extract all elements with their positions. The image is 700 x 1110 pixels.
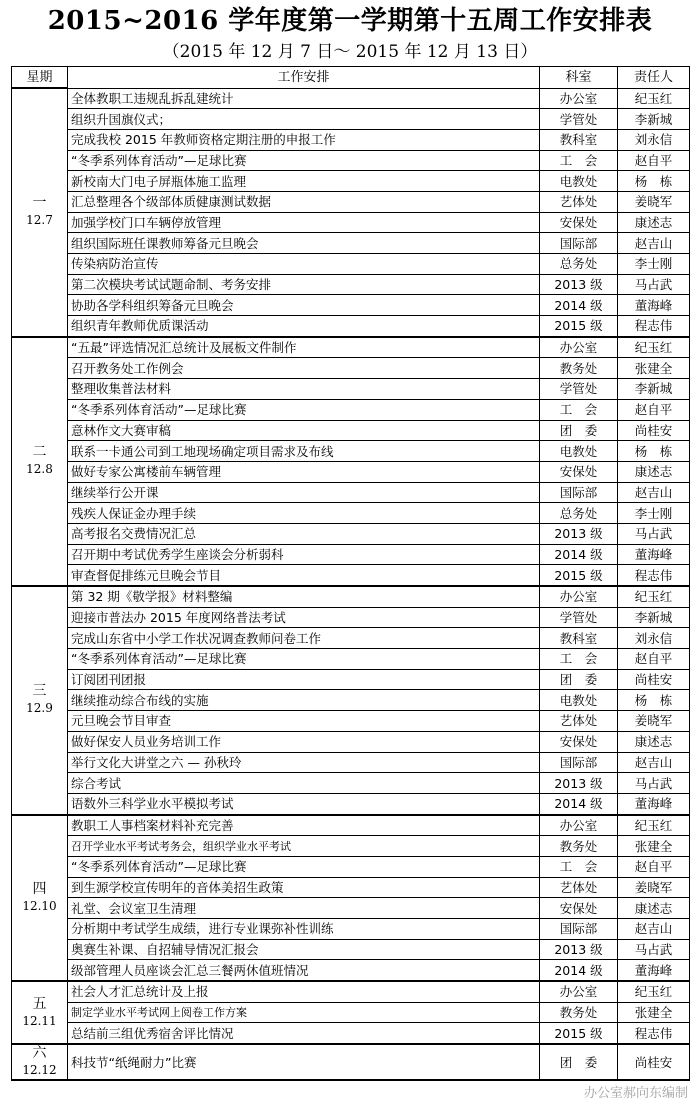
header-day: 星期 [12, 67, 68, 89]
person-cell: 刘永信 [618, 628, 690, 649]
table-row [12, 960, 690, 981]
table-row [12, 150, 690, 171]
person-cell: 李士刚 [618, 503, 690, 524]
task-cell: 全体教职工违规乱拆乱建统计 [68, 88, 540, 109]
task-cell: “冬季系列体育活动”—足球比赛 [68, 649, 540, 670]
person-cell: 董海峰 [618, 960, 690, 981]
task-cell: “冬季系列体育活动”—足球比赛 [68, 856, 540, 877]
person-cell: 姜晓军 [618, 191, 690, 212]
page-title: 2015~2016 学年度第一学期第十五周工作安排表 [47, 6, 653, 36]
dept-cell: 2014 级 [540, 793, 618, 814]
table-row [12, 420, 690, 441]
table-row [12, 191, 690, 212]
person-cell: 尚桂安 [618, 420, 690, 441]
person-cell: 董海峰 [618, 544, 690, 565]
task-cell: 召开期中考试优秀学生座谈会分析弱科 [68, 544, 540, 565]
schedule-table [11, 66, 690, 1081]
header-task: 工作安排 [68, 67, 540, 89]
person-cell: 姜晓军 [618, 877, 690, 898]
task-cell: 组织升国旗仪式； [68, 109, 540, 130]
table-row [12, 565, 690, 586]
date-label: 12.8 [26, 462, 53, 477]
person-cell: 赵吉山 [618, 482, 690, 503]
task-cell: 汇总整理各个级部体质健康测试数据 [68, 191, 540, 212]
day-cell [12, 815, 68, 982]
task-cell: 意林作文大赛审稿 [68, 420, 540, 441]
table-row [12, 109, 690, 130]
task-cell: 科技节“纸绳耐力”比赛 [68, 1044, 540, 1080]
task-cell: 综合考试 [68, 773, 540, 794]
task-cell: 社会人才汇总统计及上报 [68, 981, 540, 1002]
dept-cell: 国际部 [540, 482, 618, 503]
task-cell: 传染病防治宣传 [68, 254, 540, 275]
person-cell: 杨 栋 [618, 441, 690, 462]
task-cell: 整理收集普法材料 [68, 379, 540, 400]
task-cell: 语数外三科学业水平模拟考试 [68, 793, 540, 814]
person-cell: 程志伟 [618, 1023, 690, 1044]
dept-cell: 总务处 [540, 254, 618, 275]
date-label: 12.11 [22, 1013, 57, 1028]
day-cell [12, 88, 68, 337]
task-cell: “冬季系列体育活动”—足球比赛 [68, 150, 540, 171]
table-row [12, 461, 690, 482]
dept-cell: 学管处 [540, 379, 618, 400]
dept-cell: 安保处 [540, 898, 618, 919]
dept-cell: 艺体处 [540, 711, 618, 732]
person-cell: 董海峰 [618, 793, 690, 814]
person-cell: 赵自平 [618, 150, 690, 171]
person-cell: 杨 栋 [618, 171, 690, 192]
dept-cell: 国际部 [540, 919, 618, 940]
table-row [12, 337, 690, 358]
table-row [12, 731, 690, 752]
person-cell: 纪玉红 [618, 586, 690, 607]
dept-cell: 办公室 [540, 337, 618, 358]
table-row [12, 752, 690, 773]
task-cell: 新校南大门电子屏瓶体施工监理 [68, 171, 540, 192]
task-cell: 联系一卡通公司到工地现场确定项目需求及布线 [68, 441, 540, 462]
date-label: 12.10 [22, 898, 57, 913]
table-row [12, 836, 690, 857]
table-row [12, 254, 690, 275]
table-row [12, 399, 690, 420]
table-row [12, 1002, 690, 1023]
person-cell: 赵吉山 [618, 752, 690, 773]
task-cell: 元旦晚会节目审查 [68, 711, 540, 732]
table-row [12, 711, 690, 732]
person-cell: 李新城 [618, 379, 690, 400]
dept-cell: 2013 级 [540, 274, 618, 295]
task-cell: 继续推动综合布线的实施 [68, 690, 540, 711]
table-row [12, 482, 690, 503]
table-row [12, 1044, 690, 1080]
day-cell [12, 337, 68, 586]
task-cell: 订阅团刊团报 [68, 669, 540, 690]
person-cell: 杨 栋 [618, 690, 690, 711]
task-cell: 协助各学科组织筹备元旦晚会 [68, 295, 540, 316]
task-cell: 奥赛生补课、自招辅导情况汇报会 [68, 939, 540, 960]
dept-cell: 2013 级 [540, 773, 618, 794]
person-cell: 张建全 [618, 358, 690, 379]
date-label: 12.7 [26, 213, 53, 228]
table-row [12, 939, 690, 960]
table-row [12, 316, 690, 337]
table-row [12, 856, 690, 877]
task-cell: 迎接市普法办 2015 年度网络普法考试 [68, 607, 540, 628]
day-cell [12, 981, 68, 1044]
dept-cell: 团 委 [540, 669, 618, 690]
dept-cell: 教务处 [540, 358, 618, 379]
table-row [12, 669, 690, 690]
task-cell: 礼堂、会议室卫生清理 [68, 898, 540, 919]
task-cell: 召开教务处工作例会 [68, 358, 540, 379]
task-cell: 残疾人保证金办理手续 [68, 503, 540, 524]
table-row [12, 793, 690, 814]
dept-cell: 总务处 [540, 503, 618, 524]
task-cell: 高考报名交费情况汇总 [68, 523, 540, 544]
dept-cell: 电教处 [540, 690, 618, 711]
person-cell: 康述志 [618, 898, 690, 919]
weekday-label: 一 [32, 195, 47, 212]
day-cell [12, 1044, 68, 1080]
person-cell: 马占武 [618, 274, 690, 295]
person-cell: 张建全 [618, 836, 690, 857]
dept-cell: 工 会 [540, 150, 618, 171]
dept-cell: 教科室 [540, 129, 618, 150]
dept-cell: 教科室 [540, 628, 618, 649]
person-cell: 董海峰 [618, 295, 690, 316]
date-range-subtitle: （2015 年 12 月 7 日～ 2015 年 12 月 13 日） [162, 42, 538, 62]
person-cell: 纪玉红 [618, 981, 690, 1002]
table-row [12, 773, 690, 794]
task-cell: 完成山东省中小学工作状况调查教师问卷工作 [68, 628, 540, 649]
task-cell: 第 32 期《敬学报》材料整编 [68, 586, 540, 607]
person-cell: 尚桂安 [618, 669, 690, 690]
table-row [12, 441, 690, 462]
dept-cell: 办公室 [540, 815, 618, 836]
dept-cell: 国际部 [540, 752, 618, 773]
table-row [12, 544, 690, 565]
person-cell: 赵自平 [618, 856, 690, 877]
dept-cell: 团 委 [540, 1044, 618, 1080]
table-header-row [12, 67, 690, 89]
table-row [12, 898, 690, 919]
task-cell: 教职工人事档案材料补充完善 [68, 815, 540, 836]
table-row [12, 919, 690, 940]
task-cell: 做好专家公寓楼前车辆管理 [68, 461, 540, 482]
table-row [12, 358, 690, 379]
dept-cell: 办公室 [540, 981, 618, 1002]
table-row [12, 379, 690, 400]
person-cell: 赵自平 [618, 649, 690, 670]
dept-cell: 学管处 [540, 109, 618, 130]
dept-cell: 安保处 [540, 212, 618, 233]
table-row [12, 171, 690, 192]
dept-cell: 工 会 [540, 649, 618, 670]
task-cell: 做好保安人员业务培训工作 [68, 731, 540, 752]
dept-cell: 2013 级 [540, 939, 618, 960]
task-cell: “五最”评选情况汇总统计及展板文件制作 [68, 337, 540, 358]
task-cell: 分析期中考试学生成绩，进行专业课弥补性训练 [68, 919, 540, 940]
weekday-label: 五 [32, 995, 47, 1012]
person-cell: 纪玉红 [618, 815, 690, 836]
dept-cell: 安保处 [540, 731, 618, 752]
dept-cell: 2015 级 [540, 1023, 618, 1044]
table-row [12, 877, 690, 898]
person-cell: 马占武 [618, 939, 690, 960]
dept-cell: 国际部 [540, 233, 618, 254]
table-row [12, 88, 690, 109]
person-cell: 康述志 [618, 461, 690, 482]
dept-cell: 2014 级 [540, 544, 618, 565]
header-person: 责任人 [618, 67, 690, 89]
table-row [12, 649, 690, 670]
table-row [12, 815, 690, 836]
task-cell: 制定学业水平考试网上阅卷工作方案 [68, 1002, 540, 1023]
task-cell: 审查督促排练元旦晚会节目 [68, 565, 540, 586]
dept-cell: 工 会 [540, 399, 618, 420]
task-cell: 级部管理人员座谈会汇总三餐两休值班情况 [68, 960, 540, 981]
dept-cell: 艺体处 [540, 191, 618, 212]
dept-cell: 艺体处 [540, 877, 618, 898]
table-row [12, 607, 690, 628]
person-cell: 康述志 [618, 212, 690, 233]
person-cell: 程志伟 [618, 565, 690, 586]
dept-cell: 电教处 [540, 441, 618, 462]
person-cell: 纪玉红 [618, 88, 690, 109]
person-cell: 刘永信 [618, 129, 690, 150]
dept-cell: 2014 级 [540, 295, 618, 316]
dept-cell: 2013 级 [540, 523, 618, 544]
person-cell: 马占武 [618, 773, 690, 794]
table-row [12, 129, 690, 150]
task-cell: 完成我校 2015 年教师资格定期注册的申报工作 [68, 129, 540, 150]
dept-cell: 2015 级 [540, 565, 618, 586]
person-cell: 赵吉山 [618, 919, 690, 940]
person-cell: 马占武 [618, 523, 690, 544]
dept-cell: 办公室 [540, 88, 618, 109]
table-row [12, 690, 690, 711]
dept-cell: 电教处 [540, 171, 618, 192]
weekday-label: 四 [32, 880, 47, 897]
task-cell: 到生源学校宣传明年的音体美招生政策 [68, 877, 540, 898]
weekday-label: 三 [32, 683, 47, 700]
task-cell: 第二次模块考试试题命制、考务安排 [68, 274, 540, 295]
schedule-body [12, 88, 690, 1080]
table-row [12, 523, 690, 544]
person-cell: 张建全 [618, 1002, 690, 1023]
table-row [12, 1023, 690, 1044]
day-cell [12, 586, 68, 815]
person-cell: 李士刚 [618, 254, 690, 275]
task-cell: 继续举行公开课 [68, 482, 540, 503]
date-label: 12.12 [22, 1063, 57, 1078]
person-cell: 李新城 [618, 109, 690, 130]
dept-cell: 办公室 [540, 586, 618, 607]
table-row [12, 586, 690, 607]
table-row [12, 212, 690, 233]
person-cell: 尚桂安 [618, 1044, 690, 1080]
task-cell: 举行文化大讲堂之六 — 孙秋玲 [68, 752, 540, 773]
header-dept: 科室 [540, 67, 618, 89]
table-row [12, 295, 690, 316]
person-cell: 赵自平 [618, 399, 690, 420]
person-cell: 姜晓军 [618, 711, 690, 732]
person-cell: 程志伟 [618, 316, 690, 337]
task-cell: 召开学业水平考试考务会，组织学业水平考试 [68, 836, 540, 857]
table-row [12, 503, 690, 524]
person-cell: 纪玉红 [618, 337, 690, 358]
task-cell: 总结前三组优秀宿舍评比情况 [68, 1023, 540, 1044]
task-cell: 组织国际班任课教师筹备元旦晚会 [68, 233, 540, 254]
task-cell: 组织青年教师优质课活动 [68, 316, 540, 337]
task-cell: “冬季系列体育活动”—足球比赛 [68, 399, 540, 420]
dept-cell: 教务处 [540, 836, 618, 857]
task-cell: 加强学校门口车辆停放管理 [68, 212, 540, 233]
weekday-label: 二 [32, 444, 47, 461]
dept-cell: 安保处 [540, 461, 618, 482]
table-row [12, 274, 690, 295]
dept-cell: 学管处 [540, 607, 618, 628]
table-row [12, 981, 690, 1002]
dept-cell: 教务处 [540, 1002, 618, 1023]
dept-cell: 团 委 [540, 420, 618, 441]
person-cell: 康述志 [618, 731, 690, 752]
dept-cell: 工 会 [540, 856, 618, 877]
weekday-label: 六 [32, 1045, 47, 1062]
dept-cell: 2015 级 [540, 316, 618, 337]
person-cell: 李新城 [618, 607, 690, 628]
compiler-note: 办公室郝向东编制 [583, 1086, 688, 1101]
person-cell: 赵吉山 [618, 233, 690, 254]
date-label: 12.9 [26, 701, 53, 716]
dept-cell: 2014 级 [540, 960, 618, 981]
table-row [12, 628, 690, 649]
table-row [12, 233, 690, 254]
